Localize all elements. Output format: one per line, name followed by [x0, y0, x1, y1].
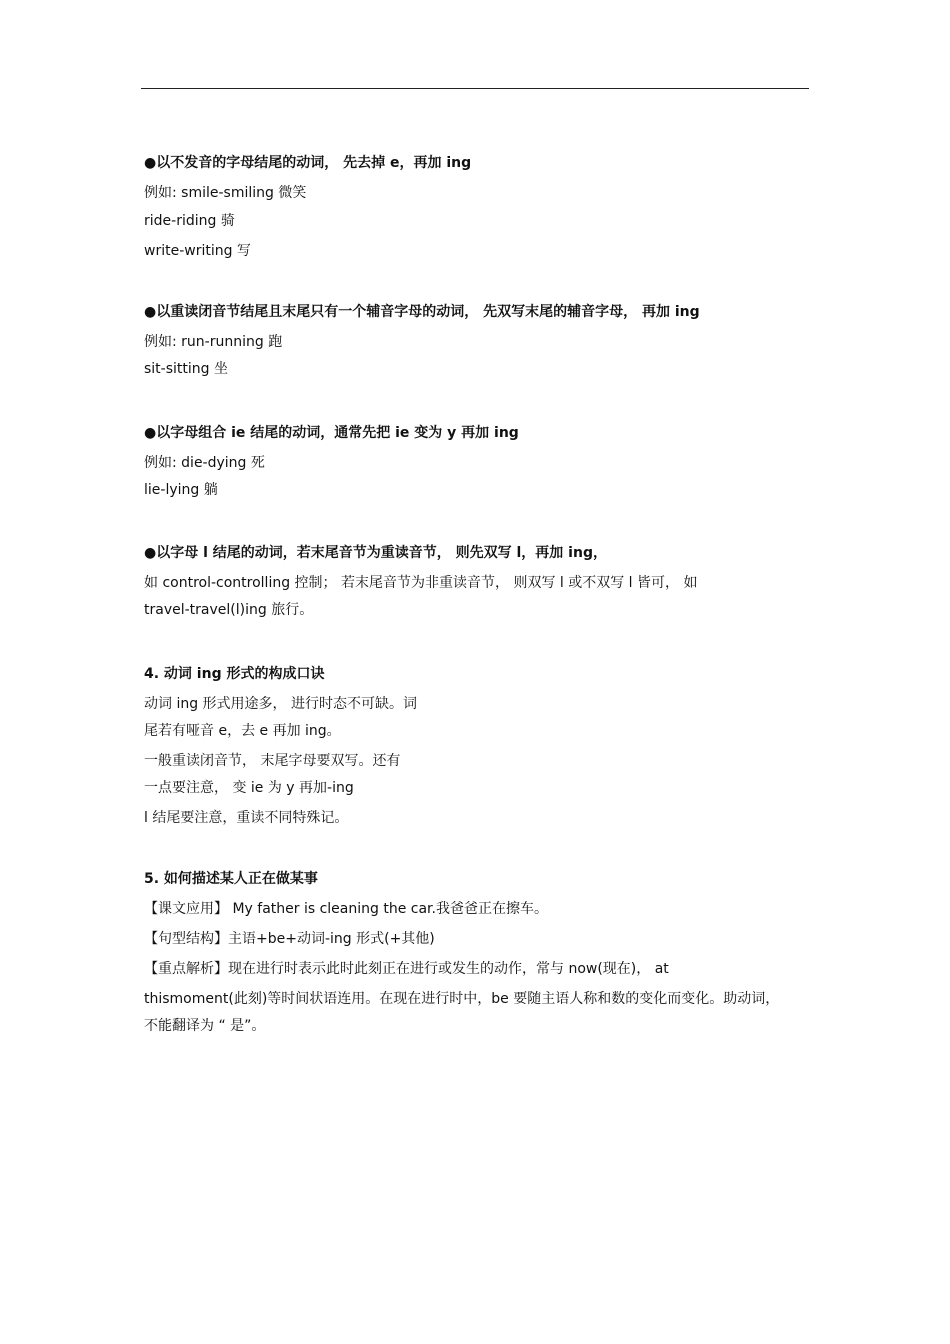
section-heading: ●以字母 l 结尾的动词，若末尾音节为重读音节， 则先双写 l，再加 ing， — [144, 545, 607, 561]
section-heading: 5. 如何描述某人正在做某事 — [144, 871, 318, 887]
section-heading: ●以重读闭音节结尾且末尾只有一个辅音字母的动词， 先双写末尾的辅音字母， 再加 ing — [144, 304, 700, 320]
example-line: lie-lying 躺 — [144, 482, 218, 498]
example-line: sit-sitting 坐 — [144, 361, 228, 377]
body-line: thismoment(此刻)等时间状语连用。在现在进行时中，be 要随主语人称和数的变化而变化。助动词， — [144, 991, 780, 1007]
section-heading: ●以字母组合 ie 结尾的动词，通常先把 ie 变为 y 再加 ing — [144, 425, 519, 441]
rhyme-line: 动词 ing 形式用途多， 进行时态不可缺。词 — [144, 696, 417, 712]
rhyme-line: 一点要注意， 变 ie 为 y 再加-ing — [144, 780, 354, 796]
body-line: 【课文应用】 My father is cleaning the car.我爸爸正在擦车。 — [144, 901, 548, 917]
example-line: ride-riding 骑 — [144, 213, 235, 229]
example-line: 例如: smile-smiling 微笑 — [144, 185, 307, 201]
body-line: 【句型结构】主语+be+动词-ing 形式(+其他) — [144, 931, 435, 947]
rhyme-line: l 结尾要注意，重读不同特殊记。 — [144, 810, 349, 826]
body-line: 不能翻译为 “ 是”。 — [144, 1018, 266, 1034]
rhyme-line: 尾若有哑音 e，去 e 再加 ing。 — [144, 723, 341, 739]
section-heading: ●以不发音的字母结尾的动词， 先去掉 e，再加 ing — [144, 155, 472, 171]
rhyme-line: 一般重读闭音节， 末尾字母要双写。还有 — [144, 753, 401, 769]
body-line: 【重点解析】现在进行时表示此时此刻正在进行或发生的动作，常与 now(现在)， at — [144, 961, 669, 977]
example-line: travel-travel(l)ing 旅行。 — [144, 602, 314, 618]
header-rule — [141, 88, 809, 89]
example-line: 如 control-controlling 控制； 若末尾音节为非重读音节， 则双写 l 或不双写 l 皆可， 如 — [144, 575, 698, 591]
section-heading: 4. 动词 ing 形式的构成口诀 — [144, 666, 325, 682]
example-line: 例如: run-running 跑 — [144, 334, 283, 350]
example-line: 例如: die-dying 死 — [144, 455, 265, 471]
example-line: write-writing 写 — [144, 243, 251, 259]
